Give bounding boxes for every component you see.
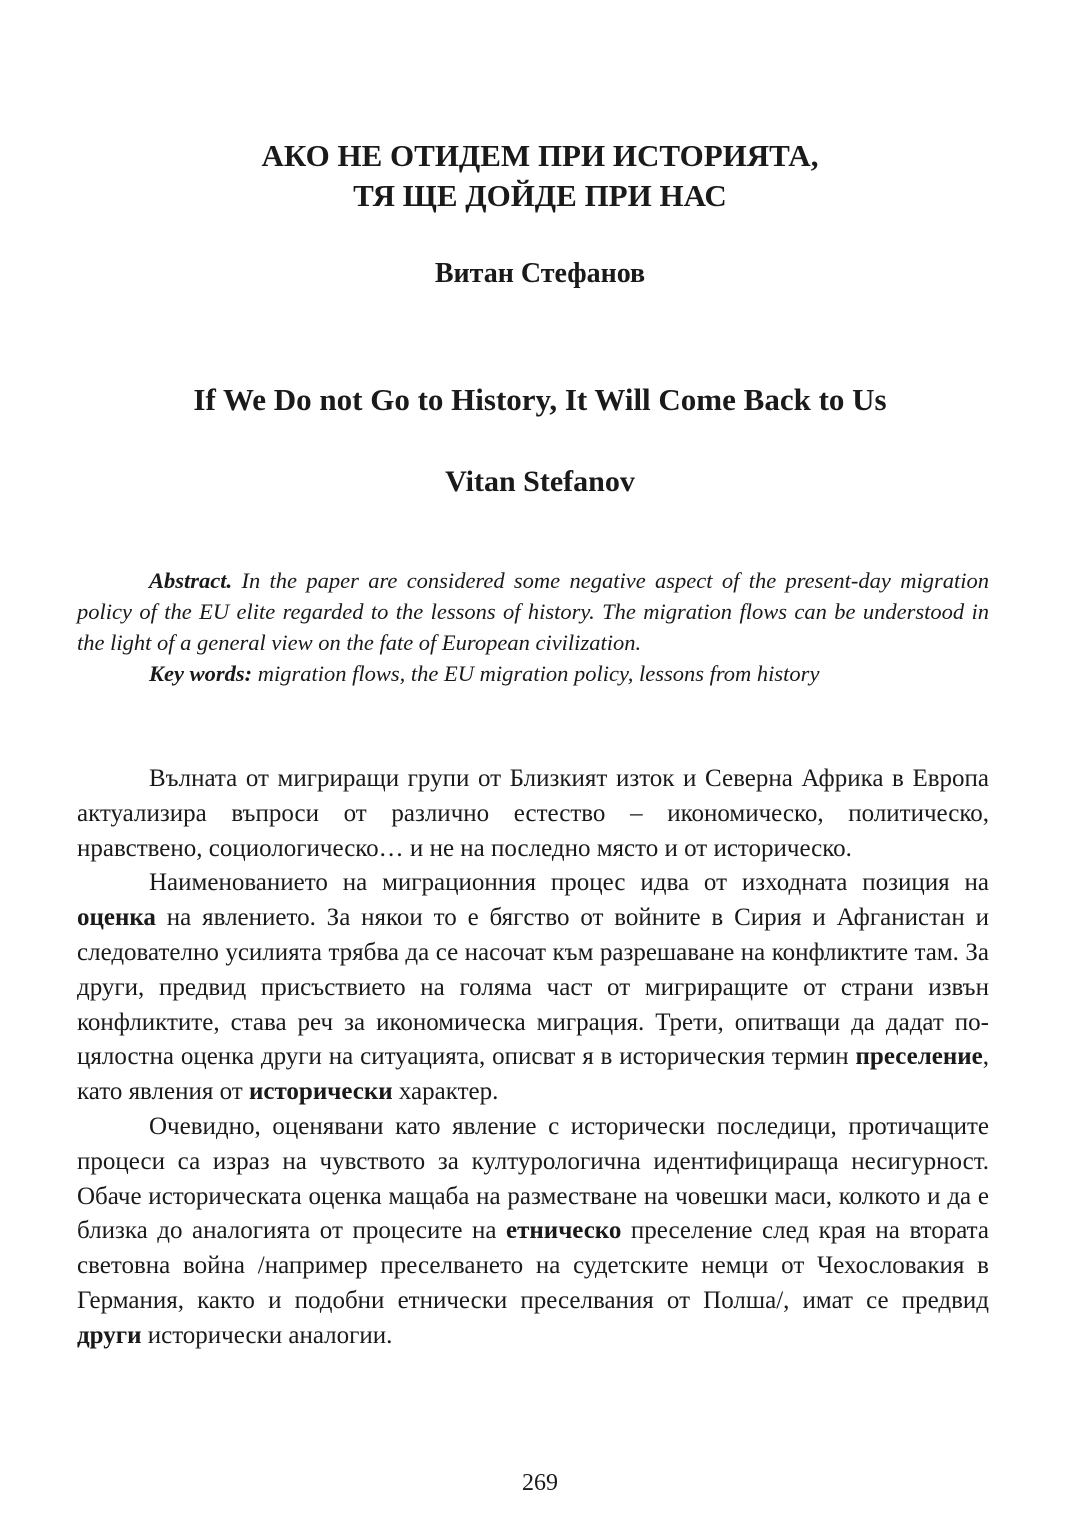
- p2-bold-preselenie: преселение: [855, 1043, 983, 1071]
- title-line-2: ТЯ ЩЕ ДОЙДЕ ПРИ НАС: [353, 178, 727, 213]
- p2-bold-ocenka: оценка: [77, 904, 156, 932]
- abstract-paragraph: [77, 565, 989, 658]
- author-name-bg: Витан Стефанов: [434, 258, 646, 289]
- abstract-text: In the paper are considered some negative aspect of the present-day migration policy of the EU elite regarded to the lessons of history. The migration flows can be understood in the light of a general view on the fate of European civilization.: [77, 568, 989, 655]
- p3-bold-drugi: други: [77, 1321, 142, 1349]
- p2-text-c: на явлението. За някои то е бягство от войните в Сирия и Афганистан и следователно усилията трябва да се насочат към разрешаване на конфликтите там. За други, предвид присъствието на голяма част от мигриращите от страни извън конфликтите, става реч за икономическа миграция. Трети, опитващи да дадат по-цялостна оценка други на ситуацията, описват я в историческия термин: [77, 904, 989, 1071]
- keywords-text: migration flows, the EU migration policy, lessons from history: [252, 661, 820, 686]
- p3-text-a: Очевидно, оценявани като явление с исторически последици, протичащите процеси са израз на чувството за културологична идентифицираща несигурност. Обаче историческата оценка мащаба на разместване на човешки маси, колкото и да е близка до аналогията от процесите на: [77, 1112, 989, 1245]
- p2-bold-istoricheski: исторически: [248, 1078, 393, 1106]
- body-text: [77, 762, 989, 1354]
- keywords-label: Key words:: [149, 661, 253, 686]
- body-paragraph-1: Вълната от мигриращи групи от Близкият изток и Северна Африка в Европа актуализира въпроси от различно естество – икономическо, политическо, нравствено, социологическо… и не на последно място и от историческо.: [77, 765, 989, 862]
- page-number: 269: [522, 1470, 558, 1496]
- paper-title-bg: [0, 136, 1080, 216]
- abstract-block: [77, 565, 989, 689]
- p3-bold-etnichesko: етническо: [506, 1217, 622, 1245]
- paper-title-en: If We Do not Go to History, It Will Come Back to Us: [193, 382, 887, 417]
- p2-text-e: характер.: [392, 1078, 499, 1106]
- p2-text-a: Наименованието на миграционния процес идва от изходната позиция на: [149, 869, 989, 897]
- p2-text-d: , като явления от: [77, 1043, 989, 1106]
- keywords-paragraph: [77, 658, 989, 689]
- p3-text-c: преселение след края на втората световна война /например преселването на судетските немци от Чехословакия в Германия, както и подобни етнически преселвания от Полша/, имат се предвид: [77, 1217, 989, 1314]
- body-paragraph-2: [77, 866, 989, 1110]
- author-name-en: Vitan Stefanov: [445, 465, 635, 498]
- abstract-label: Abstract.: [149, 568, 233, 593]
- body-paragraph-3: [77, 1110, 989, 1354]
- p3-text-d: исторически аналогии.: [141, 1321, 393, 1349]
- title-line-1: АКО НЕ ОТИДЕМ ПРИ ИСТОРИЯТА,: [261, 138, 819, 173]
